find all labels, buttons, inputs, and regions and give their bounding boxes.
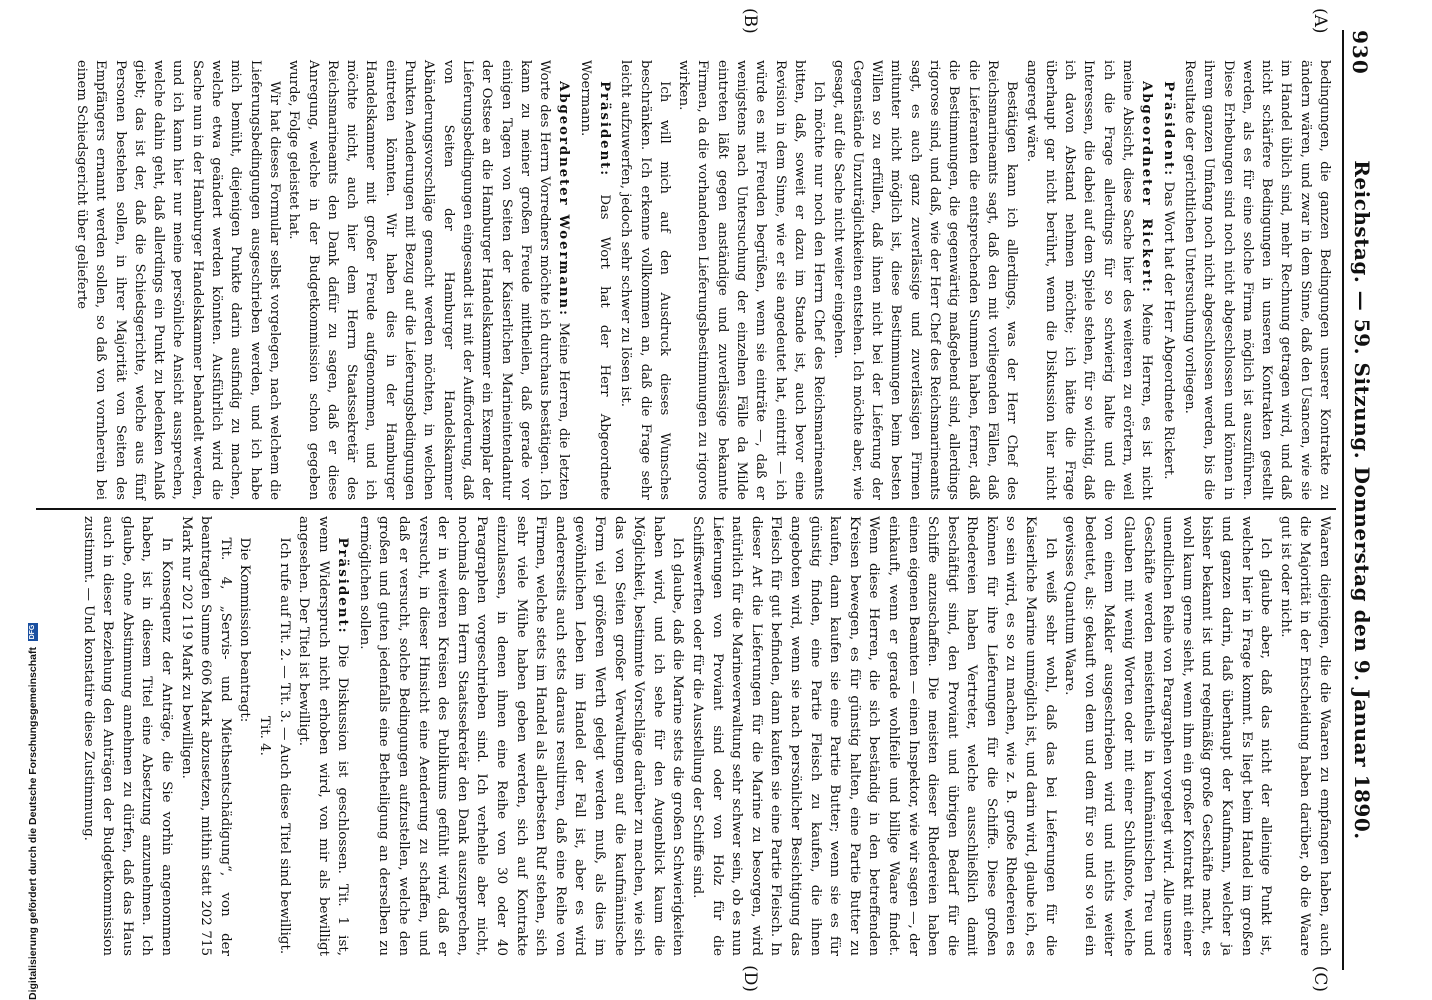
speech-text: Die Diskussion ist geschlossen. Tit. 1 ist, wenn Widerspruch nicht erhoben wird, von mir als bewilligt angesehen. Der Titel ist bewilligt. bbox=[296, 516, 351, 956]
speech-paragraph bbox=[284, 60, 573, 500]
body-paragraph: Ich glaube aber, daß das nicht der alleinige Punkt ist, welcher hier in Frage kommt. Es liegt beim Handel im großen und ganzen darin, daß überhaupt der Kaufmann, welcher ja bisher bekannt ist und regelmäßig große Geschäfte macht, es wohl kaum gerne sieht, wenn ihm ein großer Kontrakt mit einer unendlichen Reihe von Paragraphen vorgelegt wird. Alle unsere Geschäfte werden meistentheils in kaufmännischen Treu und Glauben mit wenig Worten oder mit einer Schlußnote, welche von einem Makler ausgeschrieben wird und nichts weiter bedeutet, als: gekauft von dem und dem für so und so viel ein gewisses Quantum Waare. bbox=[1062, 516, 1274, 956]
speech-paragraph bbox=[1158, 60, 1177, 500]
body-paragraph: Ich glaube, daß die Marine stets die großen Schwierigkeiten haben wird, und ich sehe für den Augenblick kaum die Möglichkeit, bestimmte Vorschläge darüber zu machen, wie sich das von Seiten großer Verwaltungen auf die kaufmännische Form viel größeren Werth gelegt werden muß, als dies im gewöhnlichen Leben im Handel der Fall ist, aber es wird andererseits auch stets daraus resultiren, daß eine Reihe von Firmen, welche stets im Handel als allerbesten Ruf stehen, sich sehr viele Mühe haben geben werden, sich auf Kontrakte einzulassen, in denen ihnen eine Reihe von 30 oder 40 Paragraphen vorgeschrieben sind. Ich verhehle aber nicht, nochmals dem Herrn Staatssekretär den Dank auszusprechen, der in weiteren Kreisen des Publikums gefühlt wird, daß er versucht, in dieser Hinsicht eine Aenderung zu schaffen, und daß er versucht, solche Bedingungen aufzustellen, welche den großen und guten jedenfalls eine Betheiligung an derselben zu ermöglichen sollen. bbox=[356, 516, 686, 956]
body-paragraph: In Konsequenz der Anträge, die Sie vorhin angenommen haben, ist in diesem Titel eine Absetzung anzunehmen. Ich glaube, ohne Abstimmung annehmen zu dürfen, daß das Haus auch in dieser Beziehung den Anträgen der Budgetkommission zustimmt. — Und konstatire diese Zustimmung. bbox=[80, 516, 174, 956]
speech-paragraph bbox=[1021, 60, 1156, 500]
body-paragraph: Ich möchte nur noch den Herrn Chef des Reichsmarineamts bitten, daß, soweit er dazu im Stande ist, auch bevor eine Revision in dem Sinne, wie er sie angedeutet hat, eintritt — ich würde es mit Freuden begrüßen, wenn sie einträte —, daß er wenigstens nach Untersuchung der einzelnen Fälle da Milde eintreten läßt gegen anständige und zuverlässige bekannte Firmen, da die vorhandenen Lieferungsbestimmungen zu rigoros wirken. bbox=[676, 60, 827, 500]
column-divider bbox=[36, 508, 1336, 510]
speech-text: Meine Herren, es ist nicht meine Absicht, diese Sache hier des weiteren zu erörtern, weil ich die Frage allerdings für so schwierig halte und die Interessen, die dabei auf dem Spiele stehen, für so wichtig, daß ich davon Abstand nehmen möchte; ich hätte die Frage überhaupt gar nicht berührt, wenn die Diskussion hier nicht angeregt wäre. bbox=[1023, 60, 1155, 500]
section-heading: Tit. 4. bbox=[256, 716, 272, 756]
body-paragraph: Die Kommission beantragt: bbox=[237, 537, 253, 723]
text-column-right bbox=[78, 516, 1334, 956]
credit-text: Digitalisierung gefördert durch die Deutsche Forschungsgemeinschaft bbox=[27, 647, 39, 1000]
speech-text: Das Wort hat der Herr Abgeordnete Woermann. bbox=[577, 60, 613, 501]
speaker-name: Abgeordneter Rickert: bbox=[1139, 81, 1155, 294]
margin-mark-a: (A) bbox=[1310, 8, 1330, 34]
header-rule bbox=[1342, 30, 1344, 970]
body-paragraph: Ich weiß sehr wohl, daß das bei Lieferungen für die Kaiserliche Marine unmöglich ist, und darin wird, glaube ich, es so sein wird, es so zu machen, wie z. B. große Rhedereien es können für ihre Lieferungen für die Schiffe. Diese großen Rhedereien haben Vertreter, welche ausschließlich damit beschäftigt sind, den Proviant und übrigen Bedarf für die Schiffe anzuschaffen. Die meisten dieser Rhedereien haben einen eigenen Beamten — einen Inspektor, wie wir sagen —, der einkauft, wenn er gerade wohlfeile und billige Waare findet. Wenn diese Herren, die sich beständig in den betreffenden Kreisen bewegen, es für günstig halten, eine Partie Butter zu kaufen, dann kaufen sie eine Partie Butter; wenn sie es für günstig finden, eine Partie Fleisch zu kaufen, die ihnen angeboten wird, wenn sie nach persönlicher Besichtigung das Fleisch für gut befinden, dann kaufen sie eine Partie Fleisch. In dieser Art die Lieferungen für die Marine zu besorgen, wird natürlich für die Marineverwaltung sehr schwer sein, ob es nun Lieferungen von Proviant sind oder von Holz für die Schiffswerften oder für die Ausstellung der Schiffe sind. bbox=[690, 516, 1058, 956]
page-number: 930 bbox=[1348, 30, 1372, 75]
body-paragraph: Tit. 4, „Servis- und Miethsentschädigung“, von der beantragten Summe 606 Mark abzusetzen, mithin statt 202 715 Mark nur 202 119 Mark zu bewilligen. bbox=[178, 516, 233, 956]
speaker-name: Abgeordneter Woermann: bbox=[556, 81, 572, 317]
speaker-name: Präsident: bbox=[335, 537, 352, 635]
body-paragraph: Ich will mich auf den Ausdruck dieses Wunsches beschränken. Ich erkenne vollkommen an, daß die Frage sehr leicht aufzuwerfen, jedoch sehr schwer zu lösen ist. bbox=[618, 60, 672, 500]
text-column-left bbox=[72, 60, 1334, 500]
digitization-credit bbox=[6, 610, 39, 1000]
page-header-title: Reichstag. — 59. Sitzung. Donnerstag den 9. Januar 1890. bbox=[1350, 160, 1374, 840]
speech-paragraph bbox=[575, 60, 614, 500]
dfg-logo-icon: DFG bbox=[29, 624, 36, 640]
speech-text: Meine Herren, die letzten Worte des Herrn Vorredners möchte ich durchaus bestätigen. Ich kann zu meiner großen Freude mittheilen, daß gerade vor einigen Tagen von Seiten der Kaiserlichen Marineintendantur der Ostsee an die Hamburger Handelskammer ein Exemplar der Lieferungsbedingungen eingesandt ist mit der Aufforderung, daß von Seiten der Hamburger Handelskammer Abänderungsvorschläge gemacht werden möchten, in welchen Punkten Aenderungen mit Bezug auf die Lieferungsbedingungen eintreten könnten. Wir haben dies in der Hamburger Handelskammer mit großer Freude aufgenommen, und ich möchte nicht, auch hier dem Herrn Staatssekretär des Reichsmarineamts den Dank dafür zu sagen, daß er diese Anregung, welche in der Budgetkommission schon gegeben wurde, Folge geleistet hat. bbox=[286, 60, 572, 500]
speaker-name: Präsident: bbox=[1160, 81, 1176, 178]
speech-paragraph bbox=[294, 516, 353, 956]
body-paragraph: Bestätigen kann ich allerdings, was der Herr Chef des Reichsmarineamts sagt, daß den mit vorliegenden Fällen, daß die Lieferanten die entsprechenden Summen haben, ferner, daß die Bestimmungen, die gegenwärtig maßgebend sind, allerdings rigorose sind, und daß, wie der Herr Chef des Reichsmarineamts sagt, es auch ganz zuverlässige und zuverlässigen Firmen mitunter nicht möglich ist, diese Bestimmungen beim besten Willen so zu erfüllen, daß ihnen nicht bei der Lieferung der Gegenstände Unzuträglichkeiten entstehen. Ich möchte aber, wie gesagt, auf die Sache nicht weiter eingehen. bbox=[830, 60, 1020, 500]
speaker-name: Präsident: bbox=[597, 81, 613, 178]
body-paragraph: Wir hat dieses Formular selbst vorgelegen, nach welchem die Lieferungsbedingungen ausgeschrieben werden, und ich habe mich bemüht, diejenigen Punkte darin ausfindig zu machen, welche etwa geändert werden könnten. Ausführlich wird die Sache nun in der Hamburger Handelskammer behandelt werden, und ich kann hier nur meine persönliche Ansicht aussprechen, welche dahin geht, daß allerdings ein Punkt zu bedenken Anlaß giebt; das ist der, daß die Schiedsgerichte, welche aus fünf Personen bestehen sollen, in ihrer Majorität von Seiten des Empfängers ernannt werden sollen, so daß von vornherein bei einem Schiedsgericht über gelieferte bbox=[74, 60, 282, 500]
margin-mark-d: (D) bbox=[740, 965, 760, 992]
margin-mark-b: (B) bbox=[740, 8, 760, 34]
speech-text: Das Wort hat der Herr Abgeordnete Rickert. bbox=[1160, 181, 1176, 480]
body-paragraph: Waaren diejenigen, die die Waaren zu empfangen haben, auch die Majorität in der Entscheidung haben darüber, ob die Waare gut ist oder nicht. bbox=[1277, 516, 1332, 956]
margin-mark-c: (C) bbox=[1310, 965, 1330, 992]
body-paragraph: Ich rufe auf Tit. 2. — Tit. 3. — Auch diese Titel sind bewilligt. bbox=[276, 537, 292, 955]
body-paragraph: bedingungen, die ganzen Bedingungen unserer Kontrakte zu ändern wären, und zwar in dem Sinne, daß den Usancen, wie sie im Handel üblich sind, mehr Rechnung getragen wird, und daß nicht schärfere Bedingungen in unseren Kontrakten gestellt werden, als es für eine solche Firma möglich ist auszuführen. Diese Erhebungen sind noch nicht abgeschlossen und können in ihrem ganzen Umfang noch nicht abgeschlossen werden, bis die Resultate der gerichtlichen Untersuchung vorliegen. bbox=[1181, 60, 1332, 500]
